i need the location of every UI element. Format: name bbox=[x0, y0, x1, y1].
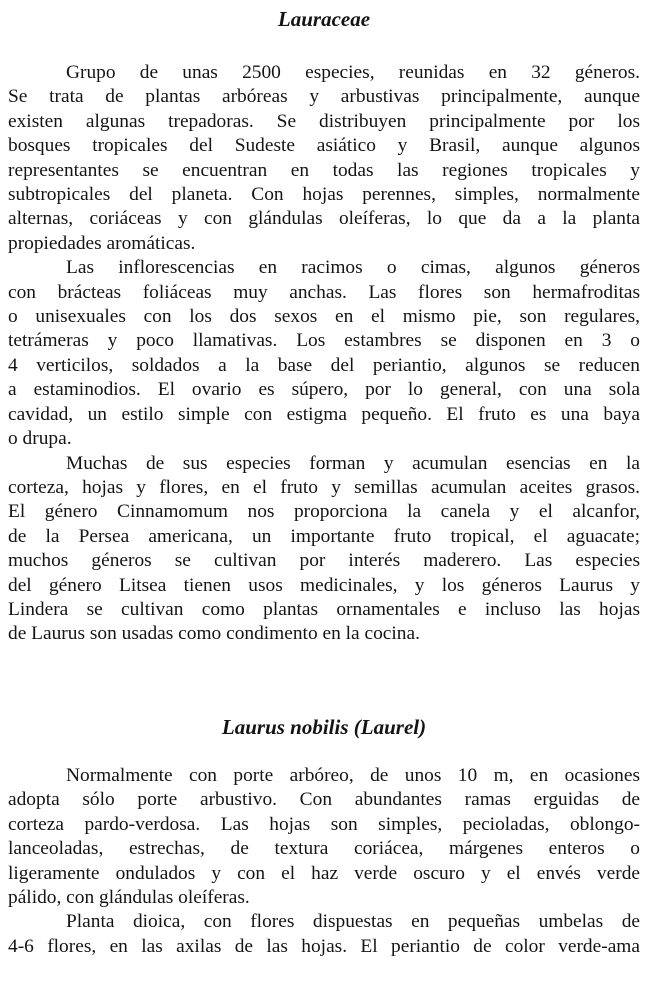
paragraph bbox=[8, 452, 640, 647]
text-line: alternas, coriáceas y con glándulas oleíferas, lo que da a la planta bbox=[8, 208, 640, 230]
paragraph bbox=[8, 910, 640, 959]
section-title-lauraceae: Lauraceae bbox=[277, 7, 371, 31]
section-laurus-nobilis-body bbox=[8, 764, 640, 959]
text-line: muchos géneros se cultivan por interés maderero. Las especies bbox=[8, 550, 640, 572]
text-line: corteza pardo-verdosa. Las hojas son simples, pecioladas, oblongo- bbox=[8, 813, 640, 835]
text-line: subtropicales del planeta. Con hojas perennes, simples, normalmente bbox=[8, 184, 640, 206]
text-line: ligeramente ondulados y con el haz verde oscuro y el envés verde bbox=[8, 862, 640, 884]
text-line: o unisexuales con los dos sexos en el mismo pie, son regulares, bbox=[8, 306, 640, 328]
text-line: Planta dioica, con flores dispuestas en pequeñas umbelas de bbox=[66, 911, 640, 933]
text-line: de Laurus son usadas como condimento en la cocina. bbox=[8, 623, 420, 645]
section-lauraceae-body bbox=[8, 61, 640, 647]
text-line: representantes se encuentran en todas las regiones tropicales y bbox=[8, 159, 640, 181]
paragraph bbox=[8, 764, 640, 910]
text-line: 4 verticilos, soldados a la base del periantio, algunos se reducen bbox=[8, 354, 640, 376]
text-line: con brácteas foliáceas muy anchas. Las flores son hermafroditas bbox=[8, 281, 640, 303]
text-line: Grupo de unas 2500 especies, reunidas en 32 géneros. bbox=[66, 62, 640, 83]
text-line: cavidad, un estilo simple con estigma pequeño. El fruto es una baya bbox=[8, 403, 640, 425]
text-line: corteza, hojas y flores, en el fruto y semillas acumulan aceites grasos. bbox=[8, 476, 640, 498]
text-line: El género Cinnamomum nos proporciona la canela y el alcanfor, bbox=[8, 501, 640, 523]
paragraph bbox=[8, 61, 640, 256]
text-line: Las inflorescencias en racimos o cimas, algunos géneros bbox=[66, 257, 640, 279]
text-line: bosques tropicales del Sudeste asiático y Brasil, aunque algunos bbox=[8, 135, 640, 157]
text-line: o drupa. bbox=[8, 428, 72, 450]
text-line: del género Litsea tienen usos medicinales, y los géneros Laurus y bbox=[8, 574, 640, 596]
text-line: Se trata de plantas arbóreas y arbustivas principalmente, aunque bbox=[8, 86, 640, 108]
text-line: adopta sólo porte arbustivo. Con abundantes ramas erguidas de bbox=[8, 789, 640, 811]
text-line: tetrámeras y poco llamativas. Los estambres se disponen en 3 o bbox=[8, 330, 640, 352]
text-line: a estaminodios. El ovario es súpero, por lo general, con una sola bbox=[8, 379, 640, 401]
text-line: existen algunas trepadoras. Se distribuyen principalmente por los bbox=[8, 110, 640, 132]
text-line: pálido, con glándulas oleíferas. bbox=[8, 887, 250, 909]
text-line: Muchas de sus especies forman y acumulan esencias en la bbox=[66, 452, 640, 474]
text-line: lanceoladas, estrechas, de textura coriácea, márgenes enteros o bbox=[8, 838, 640, 860]
text-line: propiedades aromáticas. bbox=[8, 232, 196, 254]
text-line: de la Persea americana, un importante fruto tropical, el aguacate; bbox=[8, 525, 640, 547]
text-line: 4-6 flores, en las axilas de las hojas. El periantio de color verde-ama bbox=[8, 935, 640, 957]
section-title-laurus-nobilis: Laurus nobilis (Laurel) bbox=[221, 715, 427, 739]
text-line: Lindera se cultivan como plantas ornamentales e incluso las hojas bbox=[8, 598, 640, 620]
text-line: Normalmente con porte arbóreo, de unos 10 m, en ocasiones bbox=[66, 765, 640, 786]
paragraph bbox=[8, 256, 640, 451]
